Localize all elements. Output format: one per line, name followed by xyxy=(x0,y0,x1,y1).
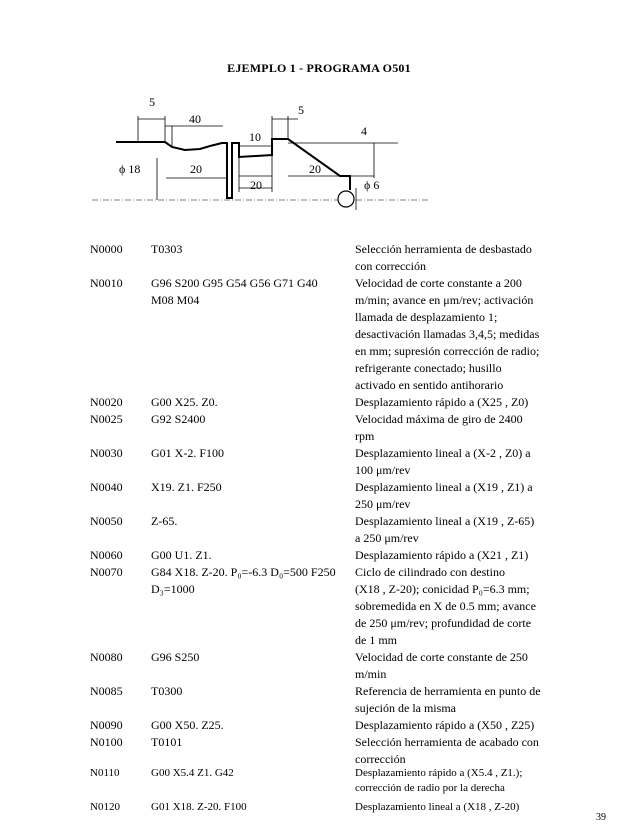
part-drawing xyxy=(0,0,638,230)
dim-phi6: ϕ 6 xyxy=(364,178,380,192)
block-description: con corrección xyxy=(355,259,426,273)
block-description: m/min xyxy=(355,667,387,681)
dim-5b: 5 xyxy=(298,103,304,117)
block-description: corrección xyxy=(355,752,406,766)
block-number: N0120 xyxy=(90,801,120,813)
block-number: N0060 xyxy=(90,548,123,562)
block-command: T0101 xyxy=(151,735,183,749)
block-description: Selección herramienta de acabado con xyxy=(355,735,539,749)
block-description: Desplazamiento lineal a (X18 , Z-20) xyxy=(355,801,520,813)
block-command: X19. Z1. F250 xyxy=(151,480,222,494)
block-number: N0050 xyxy=(90,514,123,528)
block-description: sobremedida en X de 0.5 mm; avance xyxy=(355,599,536,613)
block-command: T0303 xyxy=(151,242,183,256)
page-title: EJEMPLO 1 - PROGRAMA O501 xyxy=(227,61,411,75)
block-number: N0010 xyxy=(90,276,123,290)
block-command: G00 X25. Z0. xyxy=(151,395,218,409)
block-description: Referencia de herramienta en punto de xyxy=(355,684,541,698)
block-command: G01 X18. Z-20. F100 xyxy=(151,801,247,813)
block-number: N0085 xyxy=(90,684,123,698)
dim-40: 40 xyxy=(189,112,201,126)
block-description: de 250 μm/rev; profundidad de corte xyxy=(355,616,532,630)
block-description: rpm xyxy=(355,429,375,443)
block-description: 100 μm/rev xyxy=(355,463,411,477)
block-description: refrigerante conectado; husillo xyxy=(355,361,502,375)
block-description: llamada de desplazamiento 1; xyxy=(355,310,498,324)
block-number: N0025 xyxy=(90,412,123,426)
block-number: N0000 xyxy=(90,242,123,256)
block-description: Velocidad máxima de giro de 2400 xyxy=(355,412,523,426)
block-number: N0070 xyxy=(90,565,123,579)
block-command: Z-65. xyxy=(151,514,178,528)
block-description: corrección de radio por la derecha xyxy=(355,782,505,794)
block-number: N0100 xyxy=(90,735,123,749)
block-command: G96 S250 xyxy=(151,650,200,664)
block-command: G00 U1. Z1. xyxy=(151,548,212,562)
block-command: G84 X18. Z-20. P₀=-6.3 D₀=500 F250 xyxy=(151,565,336,579)
block-command: G96 S200 G95 G54 G56 G71 G40 xyxy=(151,276,318,290)
block-number: N0040 xyxy=(90,480,123,494)
dim-20c: 20 xyxy=(250,178,262,192)
dim-5a: 5 xyxy=(149,95,155,109)
block-description: Desplazamiento rápido a (X50 , Z25) xyxy=(355,718,535,732)
block-description: Velocidad de corte constante a 200 xyxy=(355,276,522,290)
block-description: Desplazamiento lineal a (X19 , Z-65) xyxy=(355,514,535,528)
block-description: activado en sentido antihorario xyxy=(355,378,504,392)
block-description: sujeción de la misma xyxy=(355,701,456,715)
block-description: Ciclo de cilindrado con destino xyxy=(355,565,505,579)
block-description: de 1 mm xyxy=(355,633,397,647)
block-number: N0030 xyxy=(90,446,123,460)
block-description: m/min; avance en μm/rev; activación xyxy=(355,293,534,307)
block-command: G01 X-2. F100 xyxy=(151,446,225,460)
block-command: G00 X5.4 Z1. G42 xyxy=(151,767,234,779)
dim-10: 10 xyxy=(249,130,261,144)
block-description: Desplazamiento rápido a (X21 , Z1) xyxy=(355,548,529,562)
block-command: D₃=1000 xyxy=(151,582,195,596)
block-description: Desplazamiento lineal a (X19 , Z1) a xyxy=(355,480,533,494)
block-number: N0020 xyxy=(90,395,123,409)
dim-20a: 20 xyxy=(190,162,202,176)
block-description: Desplazamiento rápido a (X25 , Z0) xyxy=(355,395,529,409)
block-command: G92 S2400 xyxy=(151,412,206,426)
block-description: 250 μm/rev xyxy=(355,497,411,511)
block-command: G00 X50. Z25. xyxy=(151,718,224,732)
block-description: (X18 , Z-20); conicidad P₀=6.3 mm; xyxy=(355,582,530,596)
block-number: N0080 xyxy=(90,650,123,664)
tool-tip-circle xyxy=(338,191,354,207)
block-description: a 250 μm/rev xyxy=(355,531,419,545)
dim-4: 4 xyxy=(361,124,367,138)
block-number: N0090 xyxy=(90,718,123,732)
block-description: en mm; supresión corrección de radio; xyxy=(355,344,540,358)
block-description: Velocidad de corte constante de 250 xyxy=(355,650,528,664)
dim-phi18: ϕ 18 xyxy=(119,162,141,176)
block-description: desactivación llamadas 3,4,5; medidas xyxy=(355,327,540,341)
block-description: Desplazamiento rápido a (X5.4 , Z1.); xyxy=(355,767,523,779)
dim-20b: 20 xyxy=(309,162,321,176)
page-number: 39 xyxy=(596,812,606,823)
block-description: Desplazamiento lineal a (X-2 , Z0) a xyxy=(355,446,531,460)
block-command: T0300 xyxy=(151,684,183,698)
block-command: M08 M04 xyxy=(151,293,200,307)
block-number: N0110 xyxy=(90,767,120,779)
block-description: Selección herramienta de desbastado xyxy=(355,242,532,256)
